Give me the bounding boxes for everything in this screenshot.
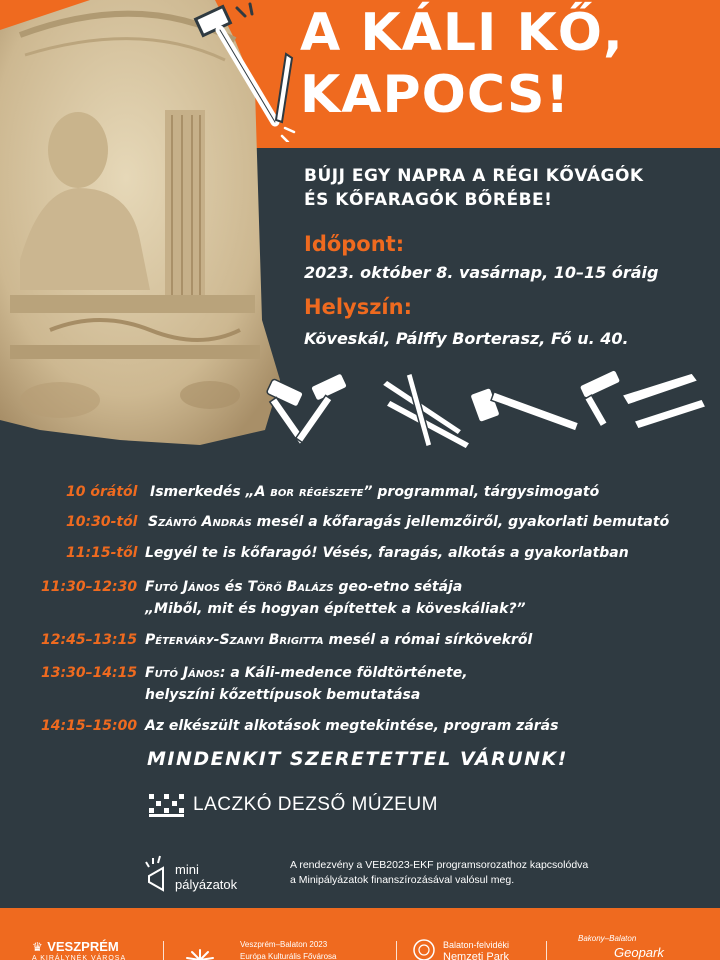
schedule-desc: Legyél te is kőfaragó! Vésés, faragás, alkotás a gyakorlatban (145, 545, 629, 561)
museum-name: LACZKÓ DEZSŐ MÚZEUM (193, 794, 438, 815)
subtitle-line-1: BÚJJ EGY NAPRA A RÉGI KŐVÁGÓK (304, 166, 644, 186)
welcome-text: MINDENKIT SZERETETTEL VÁRUNK! (147, 748, 568, 770)
schedule-time: 14:15–15:00 (41, 718, 138, 734)
footer-divider (546, 941, 547, 960)
note-line-1: A rendezvény a VEB2023-EKF programsorozathoz kapcsolódva (290, 859, 589, 871)
geopark-line-2: Geopark (614, 945, 664, 960)
minipalyazatok-logo (143, 852, 263, 896)
subtitle-line-2: ÉS KŐFARAGÓK BŐRÉBE! (304, 190, 553, 210)
sunburst-icon (182, 938, 218, 960)
schedule-desc-line-2: helyszíni kőzettípusok bemutatása (145, 687, 421, 703)
funding-note (290, 858, 690, 888)
title-line-1: A KÁLI KŐ, (300, 3, 624, 63)
schedule-desc: Ismerkedés „A bor régészete” programmal, tárgysimogató (150, 484, 600, 500)
schedule-desc: Az elkészült alkotások megtekintése, program zárás (145, 718, 559, 734)
mini-line-2: pályázatok (175, 877, 238, 892)
schedule-time: 11:15-től (66, 545, 138, 561)
note-line-2: a Minipályázatok finanszírozásával valósul meg. (290, 874, 515, 886)
ekf-line-1: Veszprém–Balaton 2023 (240, 940, 328, 949)
footer-divider (396, 941, 397, 960)
park-emblem-icon (412, 938, 436, 960)
geopark-logo (578, 932, 664, 960)
megaphone-icon (143, 854, 173, 894)
national-park-logo (412, 938, 436, 960)
schedule-time: 11:30–12:30 (41, 579, 138, 595)
schedule-desc: Szántó András mesél a kőfaragás jellemzőiről, gyakorlati bemutató (148, 514, 670, 530)
when-label: Időpont: (304, 232, 405, 256)
schedule-desc-line-2: „Miből, mit és hogyan építettek a köveskáliak?” (145, 601, 526, 617)
stone-tools-illustration (262, 365, 712, 460)
schedule-time: 13:30–14:15 (41, 665, 138, 681)
veszprem-text: VESZPRÉM (47, 939, 119, 954)
schedule-desc: Futó János: a Káli-medence földtörténete, (145, 665, 468, 681)
schedule-time: 10:30-tól (66, 514, 138, 530)
park-text (443, 939, 509, 960)
schedule-desc: Futó János és Törő Balázs geo-etno sétája (145, 579, 463, 595)
park-line-2: Nemzeti Park (443, 951, 510, 960)
geopark-line-1: Bakony–Balaton (578, 934, 637, 943)
mini-line-1: mini (175, 862, 199, 877)
veszprem-subtext: A KIRÁLYNÉK VÁROSA (32, 955, 127, 960)
where-label: Helyszín: (304, 295, 412, 319)
museum-logo (147, 790, 438, 820)
schedule-desc: Pétervárу-Szanyi Brigitta mesél a római sírkövekről (145, 632, 533, 648)
schedule-time: 10 órától (66, 484, 138, 500)
ekf-logo (182, 938, 218, 960)
when-value: 2023. október 8. vasárnap, 10–15 óráig (304, 263, 659, 282)
veszprem-crown-icon: ♛ (32, 940, 43, 954)
ekf-text (240, 939, 337, 960)
hammer-chisel-icon (190, 2, 300, 142)
where-value: Köveskál, Pálffy Borterasz, Fő u. 40. (304, 329, 629, 348)
crown-icon (147, 792, 187, 818)
park-line-1: Balaton-felvidéki (443, 940, 510, 950)
ekf-line-2: Európa Kulturális Fővárosa (240, 952, 337, 960)
schedule-time: 12:45–13:15 (41, 632, 138, 648)
title-line-2: KAPOCS! (300, 65, 571, 125)
footer-divider (163, 941, 164, 960)
event-title (300, 2, 720, 126)
veszprem-logo (32, 938, 126, 960)
footer-logos (0, 908, 720, 960)
subtitle (304, 164, 714, 212)
